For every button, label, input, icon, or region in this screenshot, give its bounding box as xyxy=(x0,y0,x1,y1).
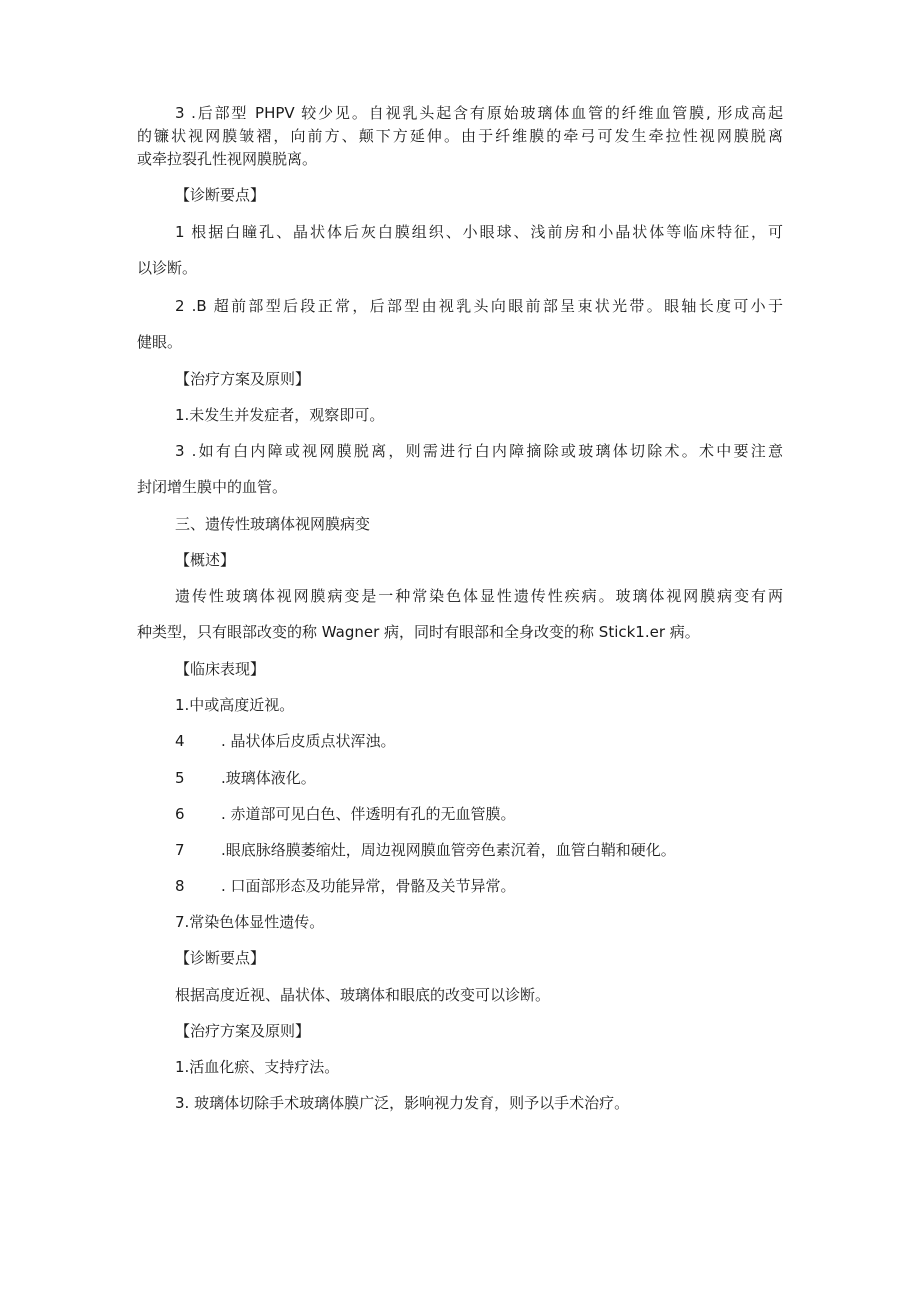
clinical-item-8-text: . 口面部形态及功能异常，骨骼及关节异常。 xyxy=(221,877,516,895)
heading-diagnosis-1: 【诊断要点】 xyxy=(175,186,266,204)
clinical-item-4 xyxy=(175,731,783,751)
diagnosis-item-2-line2: 健眼。 xyxy=(137,333,183,351)
clinical-item-4-text: . 晶状体后皮质点状浑浊。 xyxy=(221,732,396,750)
treatment2-item-1: 1.活血化瘀、支持疗法。 xyxy=(175,1058,340,1076)
paragraph-phpv-line3: 或牵拉裂孔性视网膜脱离。 xyxy=(137,150,318,168)
heading-diagnosis-2: 【诊断要点】 xyxy=(175,949,266,967)
clinical-item-8 xyxy=(175,876,783,896)
clinical-item-7-number: 7 xyxy=(175,841,185,859)
heading-clinical: 【临床表现】 xyxy=(175,660,266,678)
treatment2-item-3: 3. 玻璃体切除手术玻璃体膜广泛，影响视力发育，则予以手术治疗。 xyxy=(175,1094,630,1112)
treatment-item-3-line1: 3 .如有白内障或视网膜脱离，则需进行白内障摘除或玻璃体切除术。术中要注意 xyxy=(175,442,783,460)
treatment-item-1: 1.未发生并发症者，观察即可。 xyxy=(175,406,385,424)
clinical-item-7 xyxy=(175,840,783,860)
clinical-item-1: 1.中或高度近视。 xyxy=(175,696,295,714)
clinical-item-6-number: 6 xyxy=(175,805,185,823)
clinical-item-5-text: .玻璃体液化。 xyxy=(221,769,316,787)
clinical-item-4-number: 4 xyxy=(175,732,185,750)
overview-line1: 遗传性玻璃体视网膜病变是一种常染色体显性遗传性疾病。玻璃体视网膜病变有两 xyxy=(175,587,783,605)
clinical-item-last: 7.常染色体显性遗传。 xyxy=(175,913,325,931)
clinical-item-6 xyxy=(175,804,783,824)
diagnosis-text-2: 根据高度近视、晶状体、玻璃体和眼底的改变可以诊断。 xyxy=(175,986,551,1004)
diagnosis-item-2-line1: 2 .B 超前部型后段正常，后部型由视乳头向眼前部呈束状光带。眼轴长度可小于 xyxy=(175,297,783,315)
clinical-item-7-text: .眼底脉络膜萎缩灶，周边视网膜血管旁色素沉着，血管白鞘和硬化。 xyxy=(221,841,676,859)
diagnosis-item-1-line2: 以诊断。 xyxy=(137,259,198,277)
overview-line2: 种类型，只有眼部改变的称 Wagner 病，同时有眼部和全身改变的称 Stick1.er 病。 xyxy=(137,623,700,641)
paragraph-phpv-line2: 的镰状视网膜皱褶，向前方、颠下方延伸。由于纤维膜的牵弓可发生牵拉性视网膜脱离 xyxy=(137,127,783,145)
clinical-item-8-number: 8 xyxy=(175,877,185,895)
heading-treatment-1: 【治疗方案及原则】 xyxy=(175,370,311,388)
clinical-item-5-number: 5 xyxy=(175,769,185,787)
clinical-item-6-text: . 赤道部可见白色、伴透明有孔的无血管膜。 xyxy=(221,805,516,823)
paragraph-phpv-line1: 3 .后部型 PHPV 较少见。自视乳头起含有原始玻璃体血管的纤维血管膜, 形成高起 xyxy=(175,104,783,122)
heading-treatment-2: 【治疗方案及原则】 xyxy=(175,1022,311,1040)
diagnosis-item-1-line1: 1 根据白瞳孔、晶状体后灰白膜组织、小眼球、浅前房和小晶状体等临床特征，可 xyxy=(175,223,783,241)
heading-overview: 【概述】 xyxy=(175,551,236,569)
section-heading-3: 三、遗传性玻璃体视网膜病变 xyxy=(175,515,371,533)
clinical-item-5 xyxy=(175,768,783,788)
treatment-item-3-line2: 封闭增生膜中的血管。 xyxy=(137,478,288,496)
